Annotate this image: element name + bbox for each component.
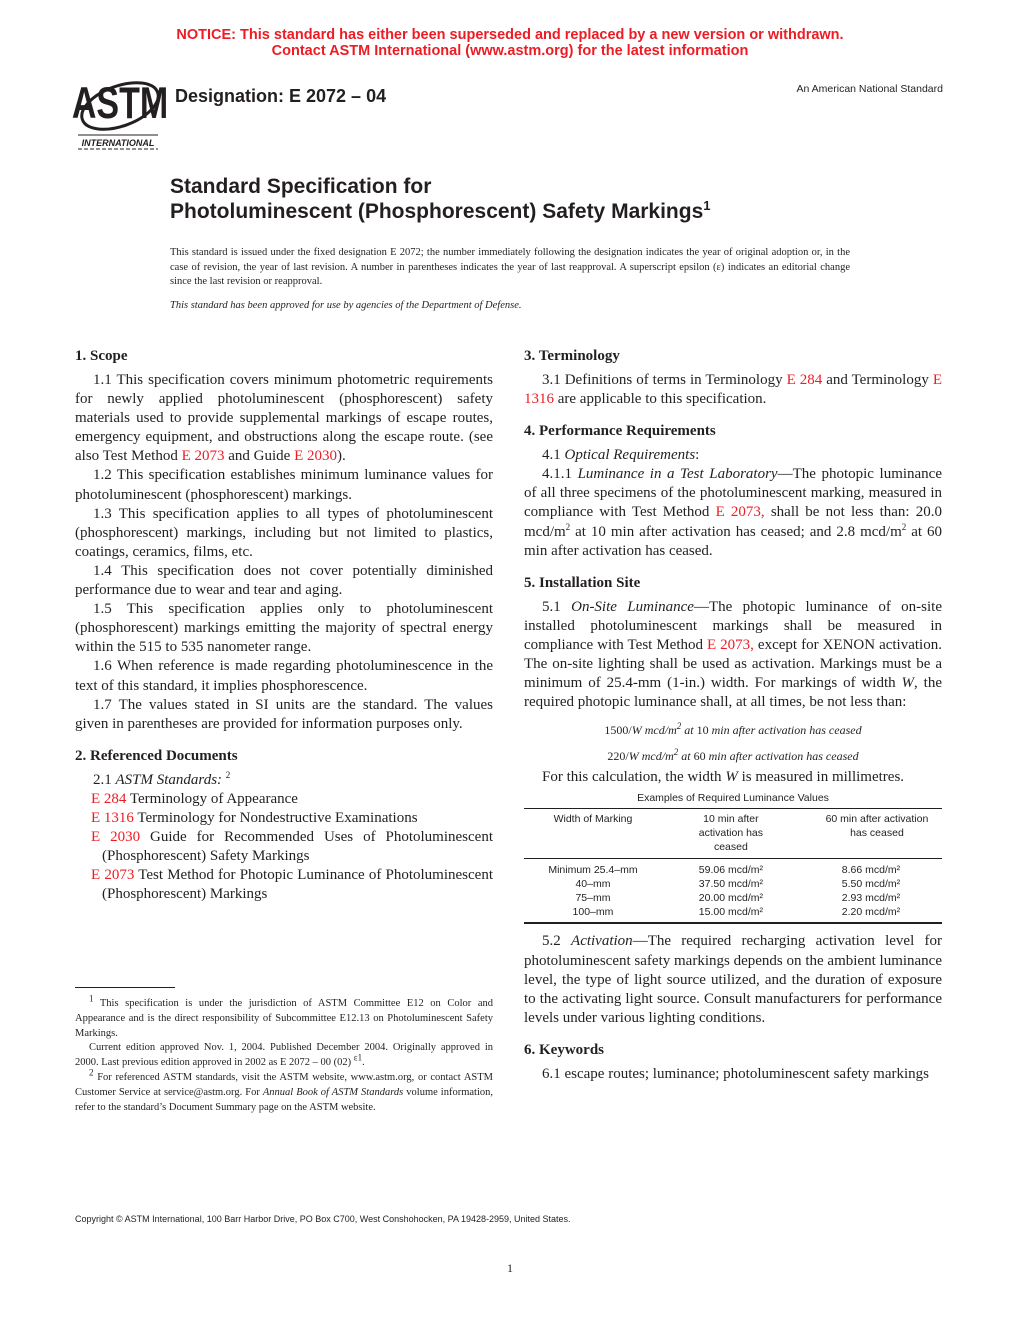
text: except for XENON activation. The on-site lighting shall be used as activation. Markings must be a minimum of 25.4-mm (1-in.) width. For markings of width bbox=[524, 636, 942, 692]
section-heading: 3. Terminology bbox=[524, 348, 620, 364]
text: 60 bbox=[693, 749, 706, 764]
reference-link[interactable]: E 2073 bbox=[91, 867, 135, 884]
reference-item bbox=[75, 809, 493, 828]
table-cell: 2.93 mcd/m² bbox=[841, 892, 901, 905]
text: W bbox=[901, 675, 915, 692]
text: 2.1 bbox=[93, 771, 116, 788]
section-heading: 2. Referenced Documents bbox=[75, 747, 238, 764]
column-header: 60 min after activation has ceased bbox=[825, 813, 929, 840]
text: ASTM Standards: bbox=[115, 771, 223, 788]
table-cell: 2.20 mcd/m² bbox=[841, 906, 901, 919]
text: —The photopic luminance of on-site installed photoluminescent markings shall be measured in compliance with Test Method bbox=[524, 598, 942, 653]
text: 3.1 Definitions of terms in Terminology bbox=[542, 372, 787, 388]
text: 10 bbox=[696, 723, 709, 738]
text: Guide for Recommended Uses of Photoluminescent (Phosphorescent) Safety Markings bbox=[102, 829, 493, 865]
text: Luminance in a Test Laboratory bbox=[577, 466, 778, 483]
link-e2073[interactable]: E 2073 bbox=[181, 448, 225, 465]
text: 1500/ bbox=[604, 723, 632, 738]
issuance-note: This standard is issued under the fixed designation E 2072; the number immediately following the designation indicates the year of original adoption or, in the case of revision, the year of last revision. A number in parentheses indicates the year of last reapproval. A superscript epsilon (ε) indicates an editorial change since the last revision or reapproval. bbox=[170, 247, 850, 287]
text: Current edition approved Nov. 1, 2004. Published December 2004. Originally approved in 2000. Last previous edition approved in 2002 as E 2072 – 00 (02) bbox=[75, 1042, 493, 1069]
formula-10min bbox=[524, 720, 942, 740]
text: . bbox=[362, 1057, 365, 1069]
text: at bbox=[678, 749, 694, 764]
text: and Terminology bbox=[822, 372, 933, 388]
link-e1316[interactable]: E 1316 bbox=[524, 372, 942, 408]
table-cell: 20.00 mcd/m² bbox=[698, 892, 763, 905]
section-heading: 5. Installation Site bbox=[524, 574, 641, 591]
footnote-ref: 1 bbox=[703, 198, 711, 213]
paragraph: 1.6 When reference is made regarding photoluminescence in the text of this standard, it implies phosphorescence. bbox=[75, 658, 493, 694]
notice-line-1: NOTICE: This standard has either been superseded and replaced by a new version or withdrawn. bbox=[176, 27, 844, 43]
text: 4.1 bbox=[542, 447, 565, 464]
table-caption: Examples of Required Luminance Values bbox=[637, 792, 829, 805]
paragraph bbox=[75, 771, 493, 790]
reference-link[interactable]: E 2030 bbox=[91, 829, 141, 846]
paragraph: 1.2 This specification establishes minimum luminance values for photoluminescent (phosphorescent) markings. bbox=[75, 467, 493, 503]
section-heading: 4. Performance Requirements bbox=[524, 423, 716, 440]
table-cell: 40–mm bbox=[575, 878, 611, 891]
svg-text:ASTM: ASTM bbox=[71, 78, 169, 129]
text: volume information, refer to the standard’s Document Summary page on the ASTM website. bbox=[75, 1086, 493, 1113]
text: Terminology of Appearance bbox=[126, 790, 298, 807]
section-heading: 1. Scope bbox=[75, 348, 128, 364]
paragraph: 1.7 The values stated in SI units are the standard. The values given in parentheses are provided for information purposes only. bbox=[75, 696, 493, 732]
text: For referenced ASTM standards, visit the ASTM website, www.astm.org, or contact ASTM Customer Service at service@astm.org. For bbox=[75, 1071, 493, 1098]
text: at 10 min after activation has ceased; and 2.8 mcd/m bbox=[570, 523, 902, 540]
link-e284[interactable]: E 284 bbox=[786, 372, 823, 388]
copyright: Copyright © ASTM International, 100 Barr Harbor Drive, PO Box C700, West Conshohocken, PA 19428-2959, United States. bbox=[75, 1214, 571, 1224]
text: min after activation has ceased bbox=[708, 723, 862, 738]
title-text: Photoluminescent (Phosphorescent) Safety Markings bbox=[170, 200, 704, 223]
text: at bbox=[681, 723, 697, 738]
table-cell: 8.66 mcd/m² bbox=[841, 864, 901, 877]
column-header: Width of Marking bbox=[553, 813, 633, 826]
footnote-2 bbox=[75, 1067, 493, 1115]
american-national-standard: An American National Standard bbox=[796, 83, 943, 95]
table-cell: Minimum 25.4–mm bbox=[548, 864, 638, 877]
text: —The required recharging activation level for photoluminescent safety markings depends on the ambient luminance level, the type of light source utilized, and the duration of exposure to the activating light source. Consult manufacturers for performance levels under various lighting conditions. bbox=[524, 933, 943, 1026]
text: W mcd/m bbox=[631, 723, 677, 738]
epsilon: ε1 bbox=[353, 1052, 363, 1063]
link-e2073[interactable]: E 2073, bbox=[707, 636, 754, 653]
paragraph: 1.5 This specification applies only to photoluminescent (phosphorescent) markings emitting the majority of spectral energy within the 515 to 535 nanometer range. bbox=[75, 601, 493, 656]
formula-60min bbox=[524, 746, 942, 766]
table-header-row bbox=[524, 809, 942, 859]
title-line-1: Standard Specification for bbox=[170, 175, 432, 198]
text: and Guide bbox=[224, 448, 295, 465]
text: Test Method for Photopic Luminance of Photoluminescent (Phosphorescent) Markings bbox=[102, 867, 493, 903]
text: W mcd/m bbox=[628, 749, 674, 764]
footnote-number: 1 bbox=[89, 993, 94, 1004]
text: : bbox=[695, 447, 700, 464]
column-header: 10 min after activation has ceased bbox=[698, 813, 764, 854]
text: at 60 min after activation has ceased. bbox=[524, 523, 942, 559]
paragraph bbox=[524, 932, 942, 1027]
footnote-1-edition bbox=[75, 1041, 493, 1071]
reference-item bbox=[75, 828, 493, 866]
table-row bbox=[524, 877, 942, 891]
text: Optical Requirements bbox=[564, 447, 696, 464]
footnote-number: 2 bbox=[89, 1067, 94, 1078]
text: 5.2 bbox=[542, 933, 572, 950]
text: 220/ bbox=[607, 749, 629, 764]
text: is measured in millimetres. bbox=[737, 769, 905, 786]
title-line-2 bbox=[170, 199, 711, 224]
superscript: 2 bbox=[565, 521, 571, 532]
reference-link[interactable]: E 284 bbox=[91, 790, 127, 807]
paragraph: 6.1 escape routes; luminance; photoluminescent safety markings bbox=[542, 1065, 929, 1082]
table-cell: 59.06 mcd/m² bbox=[698, 864, 763, 877]
reference-link[interactable]: E 1316 bbox=[91, 809, 134, 826]
reference-item bbox=[75, 790, 493, 809]
notice-line-2: Contact ASTM International (www.astm.org) for the latest information bbox=[271, 43, 749, 59]
superscript: 2 bbox=[901, 521, 907, 532]
text: ). bbox=[337, 448, 346, 465]
text: Terminology for Nondestructive Examinations bbox=[133, 809, 418, 826]
text: On-Site Luminance bbox=[571, 598, 694, 615]
paragraph bbox=[524, 598, 942, 713]
footnotes bbox=[75, 993, 493, 1115]
astm-logo bbox=[71, 74, 169, 150]
luminance-table bbox=[524, 808, 942, 924]
dod-note: This standard has been approved for use by agencies of the Department of Defense. bbox=[170, 300, 522, 311]
paragraph bbox=[524, 465, 942, 560]
table-cell: 100–mm bbox=[572, 906, 614, 919]
text: —The photopic luminance of all three specimens of the photoluminescent marking, measured in compliance with Test Method bbox=[524, 466, 942, 521]
text: min after activation has ceased bbox=[705, 749, 859, 764]
text: shall be not less than: 20.0 mcd/m bbox=[524, 504, 942, 540]
superscript: 2 bbox=[676, 721, 682, 732]
text: 1.1 This specification covers minimum photometric requirements for newly applied photoluminescent (phosphorescent) safety materials used to provide supplemental markings of escape routes, emergency equipment, and obstructions along the escape route. (see also Test Method bbox=[75, 372, 493, 465]
footnote-divider bbox=[75, 987, 175, 988]
svg-text:INTERNATIONAL: INTERNATIONAL bbox=[81, 138, 155, 148]
table-row bbox=[524, 905, 942, 923]
text: Annual Book of ASTM Standards bbox=[262, 1086, 404, 1098]
section-heading: 6. Keywords bbox=[524, 1041, 604, 1058]
text: 4.1.1 bbox=[542, 466, 578, 483]
paragraph bbox=[524, 768, 942, 787]
table-cell: 15.00 mcd/m² bbox=[698, 906, 763, 919]
right-column bbox=[524, 347, 942, 1084]
text: are applicable to this specification. bbox=[554, 391, 767, 408]
text: , the required photopic luminance shall, at all times, be not less than: bbox=[524, 675, 943, 711]
left-column bbox=[75, 347, 493, 904]
table-cell: 5.50 mcd/m² bbox=[841, 878, 901, 891]
page-number: 1 bbox=[507, 1261, 513, 1275]
footnote-ref: 2 bbox=[225, 769, 231, 780]
paragraph bbox=[524, 371, 942, 409]
superscript: 2 bbox=[673, 747, 679, 758]
table-cell: 37.50 mcd/m² bbox=[698, 878, 763, 891]
supersession-notice bbox=[0, 27, 1020, 59]
paragraph bbox=[75, 371, 493, 466]
paragraph bbox=[524, 446, 942, 465]
footnote-1 bbox=[75, 993, 493, 1041]
paragraph: 1.3 This specification applies to all types of photoluminescent (phosphorescent) markings, including but not limited to plastics, coatings, ceramics, films, etc. bbox=[75, 505, 493, 560]
page-title bbox=[170, 174, 711, 224]
paragraph: 1.4 This specification does not cover potentially diminished performance due to wear and tear and aging. bbox=[75, 562, 493, 599]
table-row bbox=[524, 859, 942, 878]
reference-item bbox=[75, 866, 493, 904]
table-row bbox=[524, 891, 942, 905]
text: W bbox=[725, 769, 738, 786]
designation: Designation: E 2072 – 04 bbox=[175, 86, 387, 106]
text: For this calculation, the width bbox=[542, 769, 726, 786]
text: Activation bbox=[571, 933, 633, 950]
text: This specification is under the jurisdiction of ASTM Committee E12 on Color and Appearance and is the direct responsibility of Subcommittee E12.13 on Photoluminescent Safety Markings. bbox=[75, 998, 493, 1039]
table-cell: 75–mm bbox=[575, 892, 611, 905]
link-e2030[interactable]: E 2030 bbox=[294, 448, 338, 465]
link-e2073[interactable]: E 2073, bbox=[715, 504, 765, 521]
text: 5.1 bbox=[542, 598, 572, 615]
